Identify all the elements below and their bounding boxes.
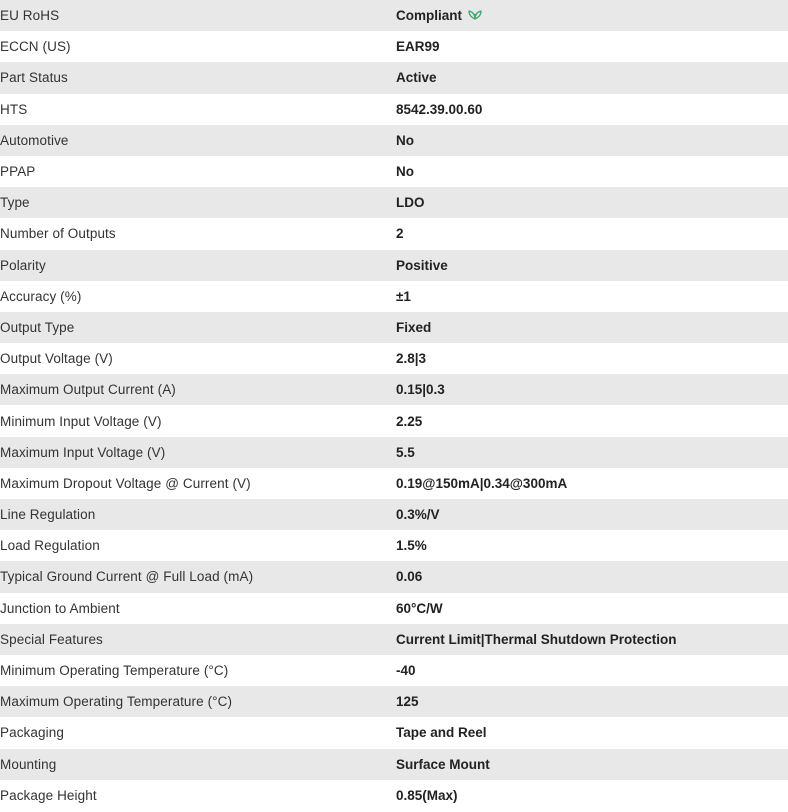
spec-label: Accuracy (%) (0, 288, 82, 304)
spec-value: Fixed (396, 319, 432, 335)
spec-value: 0.3%/V (396, 507, 440, 523)
spec-label: Part Status (0, 70, 68, 86)
table-row (0, 250, 788, 281)
spec-value-text: Compliant (396, 8, 462, 24)
table-row (0, 156, 788, 187)
spec-value: Current Limit|Thermal Shutdown Protection (396, 631, 677, 647)
spec-value: 2 (396, 226, 404, 242)
leaf-icon (468, 8, 482, 23)
spec-label: Number of Outputs (0, 226, 116, 242)
table-row (0, 125, 788, 156)
table-row (0, 530, 788, 561)
spec-value (396, 0, 788, 31)
spec-value: 0.06 (396, 569, 423, 585)
spec-label: EU RoHS (0, 8, 60, 24)
spec-label: PPAP (0, 164, 36, 180)
table-row (0, 343, 788, 374)
spec-value: 2.8|3 (396, 351, 427, 367)
table-row (0, 218, 788, 249)
spec-value: LDO (396, 195, 425, 211)
spec-label: Minimum Input Voltage (V) (0, 413, 162, 429)
spec-label: Maximum Dropout Voltage @ Current (V) (0, 475, 251, 491)
table-row (0, 281, 788, 312)
table-row (0, 187, 788, 218)
table-row (0, 468, 788, 499)
table-row (0, 780, 788, 811)
spec-value: 0.85(Max) (396, 787, 458, 803)
spec-label: Packaging (0, 725, 64, 741)
table-row (0, 94, 788, 125)
spec-value: 5.5 (396, 444, 415, 460)
table-row (0, 62, 788, 93)
table-row (0, 593, 788, 624)
table-row (0, 374, 788, 405)
table-row (0, 31, 788, 62)
table-row (0, 437, 788, 468)
spec-label: Maximum Operating Temperature (°C) (0, 694, 233, 710)
spec-label: Maximum Output Current (A) (0, 382, 176, 398)
table-row (0, 312, 788, 343)
spec-label: Special Features (0, 631, 103, 647)
table-row (0, 749, 788, 780)
spec-label: Output Voltage (V) (0, 351, 113, 367)
spec-label: Mounting (0, 756, 57, 772)
spec-value: Surface Mount (396, 756, 490, 772)
spec-label: Polarity (0, 257, 46, 273)
spec-value: 0.15|0.3 (396, 382, 445, 398)
spec-value: No (396, 132, 414, 148)
spec-value: Active (396, 70, 437, 86)
spec-label: Load Regulation (0, 538, 100, 554)
table-row (0, 561, 788, 592)
spec-value: 8542.39.00.60 (396, 101, 483, 117)
spec-value: EAR99 (396, 39, 440, 55)
spec-value: -40 (396, 663, 416, 679)
spec-label: Output Type (0, 319, 75, 335)
spec-value: ±1 (396, 288, 411, 304)
spec-label: Minimum Operating Temperature (°C) (0, 663, 229, 679)
spec-label: Maximum Input Voltage (V) (0, 444, 166, 460)
spec-label: ECCN (US) (0, 39, 71, 55)
spec-label: Package Height (0, 787, 97, 803)
spec-value: Tape and Reel (396, 725, 487, 741)
spec-label: Line Regulation (0, 507, 96, 523)
spec-value: 60°C/W (396, 600, 443, 616)
spec-label: Automotive (0, 132, 69, 148)
spec-value: 125 (396, 694, 419, 710)
table-row (0, 655, 788, 686)
spec-label: HTS (0, 101, 28, 117)
table-row (0, 0, 788, 31)
spec-value: Positive (396, 257, 448, 273)
spec-value: 2.25 (396, 413, 423, 429)
spec-value: 1.5% (396, 538, 427, 554)
spec-value: No (396, 164, 414, 180)
spec-label: Type (0, 195, 30, 211)
table-row (0, 717, 788, 748)
spec-label: Junction to Ambient (0, 600, 120, 616)
spec-value: 0.19@150mA|0.34@300mA (396, 475, 568, 491)
spec-label: Typical Ground Current @ Full Load (mA) (0, 569, 254, 585)
table-row (0, 405, 788, 436)
table-row (0, 686, 788, 717)
table-row (0, 624, 788, 655)
table-row (0, 499, 788, 530)
